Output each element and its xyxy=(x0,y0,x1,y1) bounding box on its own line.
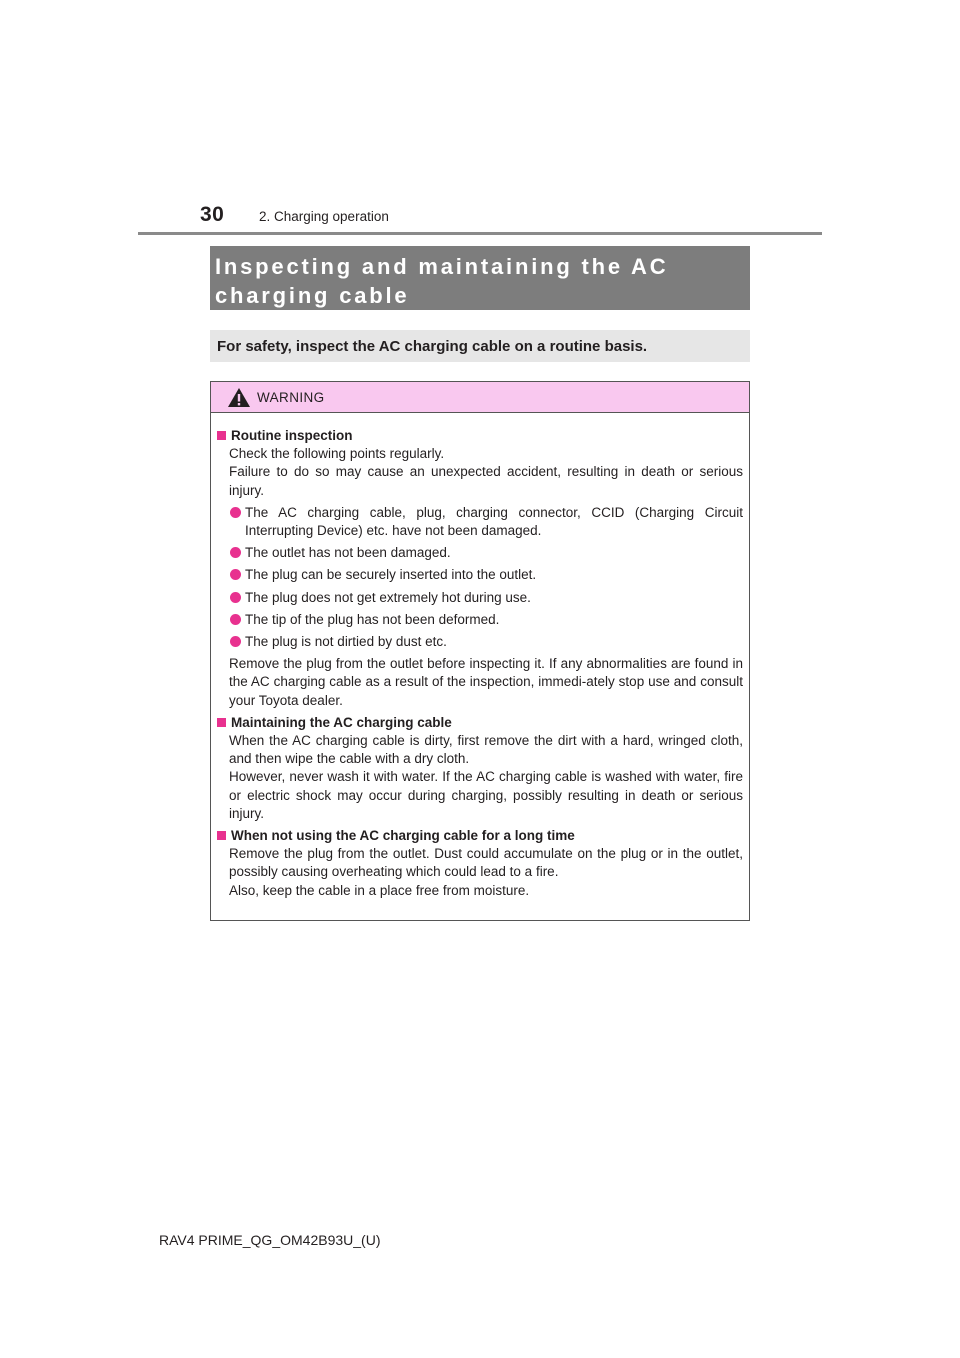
bullet-text: The plug is not dirtied by dust etc. xyxy=(245,634,447,650)
circle-bullet-icon xyxy=(230,614,241,625)
warning-subheading xyxy=(217,827,743,845)
bullet-text: The outlet has not been damaged. xyxy=(245,545,451,561)
warning-paragraph: When the AC charging cable is dirty, first remove the dirt with a hard, wringed cloth, and then wipe the cable with a dry cloth. xyxy=(229,733,743,767)
subheading-text: Maintaining the AC charging cable xyxy=(231,714,452,730)
subheading-text: Routine inspection xyxy=(231,428,353,443)
warning-paragraph: Remove the plug from the outlet. Dust could accumulate on the plug or in the outlet, possibly causing overheating which could lead to a fire. xyxy=(229,846,743,880)
circle-bullet-icon xyxy=(230,507,241,518)
warning-subheading xyxy=(217,714,743,732)
bullet-text: The tip of the plug has not been deformed. xyxy=(245,611,500,627)
warning-body xyxy=(211,413,749,900)
warning-label: WARNING xyxy=(257,389,325,405)
bullet-item xyxy=(229,544,743,562)
lead-box xyxy=(210,330,750,362)
bullet-text: The AC charging cable, plug, charging connector, CCID (Charging Circuit Interrupting Device) etc. have not been damaged. xyxy=(245,504,743,539)
lead-text: For safety, inspect the AC charging cable on a routine basis. xyxy=(217,337,648,355)
square-bullet-icon xyxy=(217,831,226,840)
square-bullet-icon xyxy=(217,431,226,440)
circle-bullet-icon xyxy=(230,569,241,580)
page-title-line-2: charging cable xyxy=(215,283,410,308)
warning-paragraph: Also, keep the cable in a place free from moisture. xyxy=(229,882,530,898)
square-bullet-icon xyxy=(217,718,226,727)
page-number: 30 xyxy=(200,203,225,226)
page-title xyxy=(215,252,750,310)
circle-bullet-icon xyxy=(230,592,241,603)
document-footer: RAV4 PRIME_QG_OM42B93U_(U) xyxy=(159,1232,381,1248)
bullet-item xyxy=(229,589,743,607)
page-title-bar xyxy=(210,246,750,310)
page-title-line-1: Inspecting and maintaining the AC xyxy=(215,254,669,279)
bullet-text: The plug does not get extremely hot during use. xyxy=(245,589,531,605)
subheading-text: When not using the AC charging cable for a long time xyxy=(231,828,575,844)
header-rule xyxy=(138,232,822,235)
warning-paragraph: However, never wash it with water. If the AC charging cable is washed with water, fire or electric shock may occur during charging, possibly resulting in death or serious injury. xyxy=(229,769,743,821)
bullet-item xyxy=(229,566,743,584)
warning-paragraph: Remove the plug from the outlet before inspecting it. If any abnormalities are found in the AC charging cable as a result of the inspection, immedi-ately stop use and consult your Toyota dealer. xyxy=(229,656,743,708)
circle-bullet-icon xyxy=(230,636,241,647)
warning-box xyxy=(210,381,750,921)
warning-header xyxy=(211,382,749,413)
bullet-text: The plug can be securely inserted into the outlet. xyxy=(245,567,537,583)
warning-triangle-icon xyxy=(227,387,251,408)
warning-paragraph: Failure to do so may cause an unexpected accident, resulting in death or serious injury. xyxy=(229,464,743,498)
warning-subheading xyxy=(217,427,743,445)
warning-paragraph: Check the following points regularly. xyxy=(229,446,445,462)
section-name: 2. Charging operation xyxy=(259,209,389,224)
circle-bullet-icon xyxy=(230,547,241,558)
bullet-item xyxy=(229,611,743,629)
bullet-item xyxy=(229,504,743,540)
bullet-item xyxy=(229,633,743,651)
